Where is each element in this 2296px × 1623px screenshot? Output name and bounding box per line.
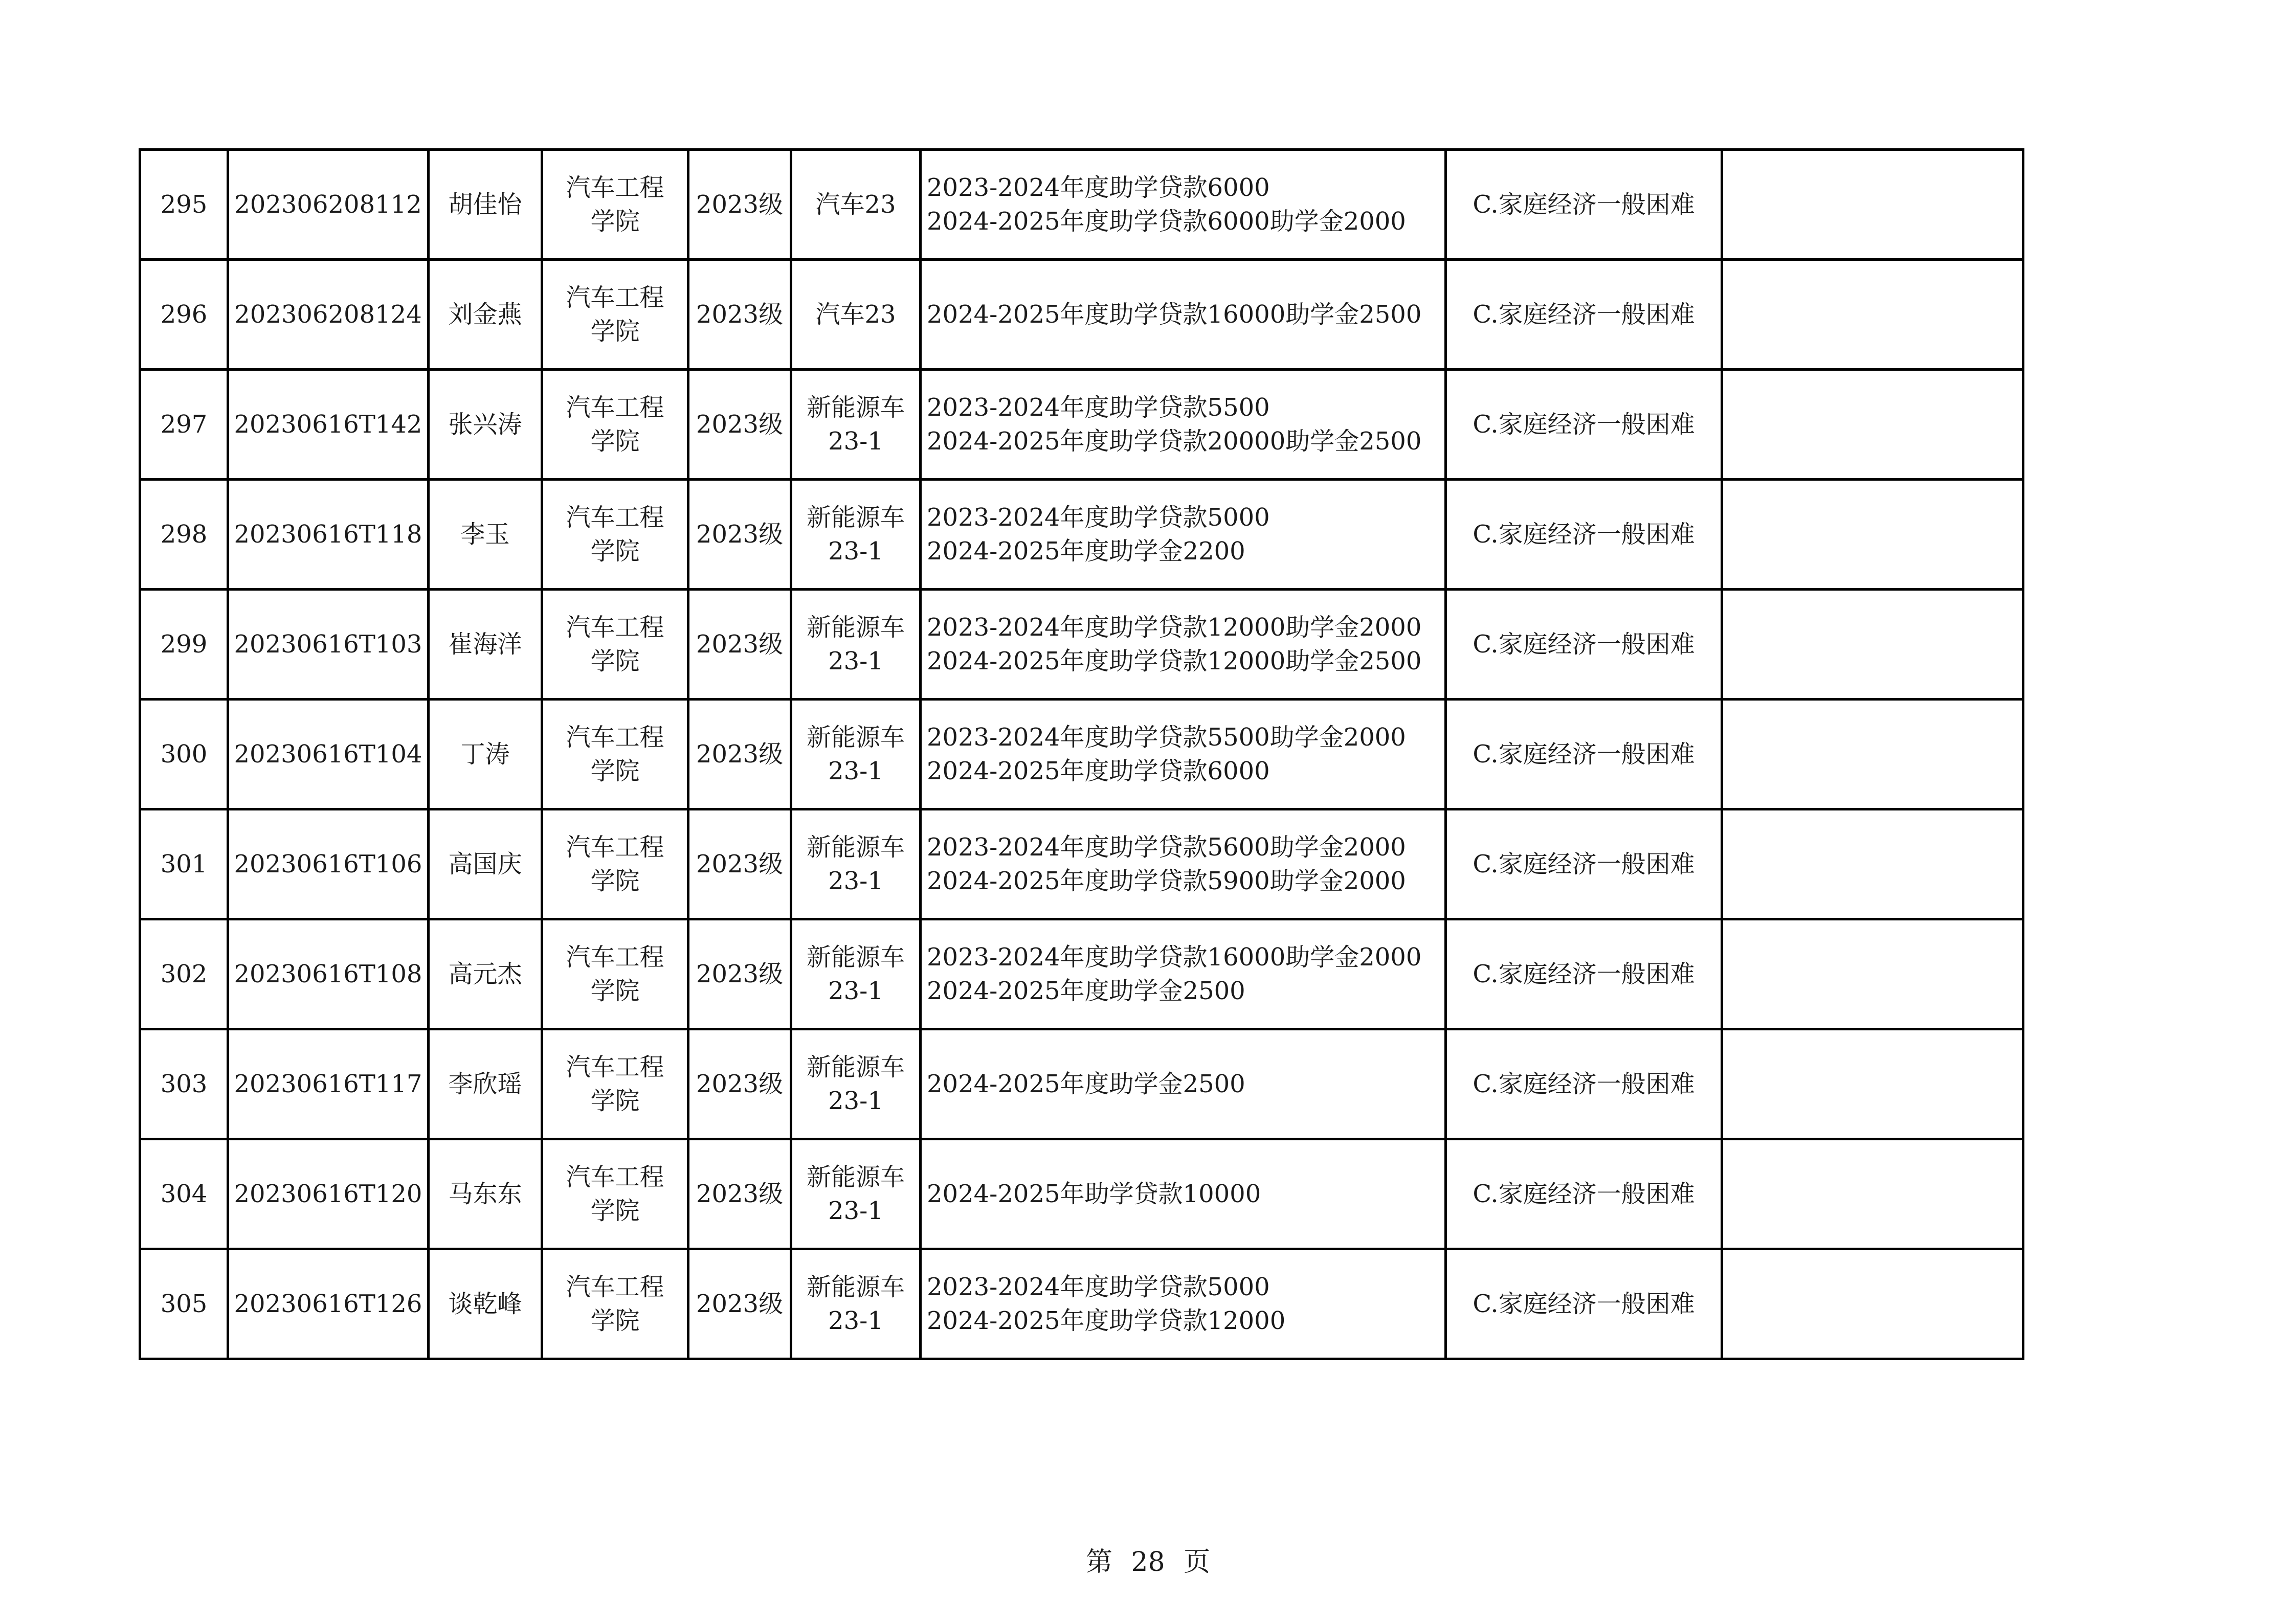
- cell-class-line: 23-1: [828, 977, 883, 1005]
- cell-grade: 2023级: [688, 590, 791, 700]
- cell-college-line: 汽车工程: [566, 613, 664, 642]
- cell-student-id: 202306208112: [228, 150, 429, 260]
- cell-class-line: 23-1: [828, 647, 883, 675]
- cell-college-line: 学院: [590, 427, 640, 456]
- cell-college-line: 学院: [590, 1087, 640, 1115]
- table-row: [140, 150, 2023, 260]
- cell-difficulty-level: C.家庭经济一般困难: [1446, 1139, 1722, 1249]
- cell-college: [542, 370, 688, 480]
- cell-aid-history-line: 2023-2024年度助学贷款5600助学金2000: [927, 833, 1406, 862]
- cell-aid-history-line: 2024-2025年度助学金2500: [927, 1070, 1245, 1098]
- cell-college: [542, 1029, 688, 1139]
- table-row: [140, 809, 2023, 919]
- table-row: [140, 1139, 2023, 1249]
- cell-aid-history-line: 2024-2025年度助学贷款6000: [927, 757, 1270, 785]
- cell-student-name: 李欣瑶: [429, 1029, 542, 1139]
- cell-aid-history-line: 2023-2024年度助学贷款5500助学金2000: [927, 723, 1406, 752]
- page-footer: [0, 1544, 2296, 1580]
- cell-class-line: 23-1: [828, 867, 883, 895]
- cell-aid-history-line: 2023-2024年度助学贷款5500: [927, 393, 1270, 422]
- cell-remarks: [1722, 370, 2023, 480]
- cell-class-line: 新能源车: [806, 1163, 905, 1191]
- cell-aid-history: [921, 1139, 1446, 1249]
- cell-serial-number: 298: [140, 480, 228, 590]
- cell-serial-number: 303: [140, 1029, 228, 1139]
- cell-college-line: 汽车工程: [566, 1053, 664, 1081]
- cell-student-id: 20230616T108: [228, 919, 429, 1029]
- cell-class-line: 新能源车: [806, 1053, 905, 1081]
- cell-college-line: 学院: [590, 757, 640, 785]
- cell-difficulty-level: C.家庭经济一般困难: [1446, 919, 1722, 1029]
- cell-college: [542, 700, 688, 809]
- cell-class: [791, 370, 921, 480]
- cell-student-name: 丁涛: [429, 700, 542, 809]
- cell-college-line: 汽车工程: [566, 723, 664, 752]
- cell-class: [791, 1029, 921, 1139]
- cell-difficulty-level: C.家庭经济一般困难: [1446, 1029, 1722, 1139]
- cell-college-line: 汽车工程: [566, 503, 664, 532]
- cell-student-id: 20230616T117: [228, 1029, 429, 1139]
- cell-college-line: 汽车工程: [566, 393, 664, 422]
- cell-student-id: 20230616T126: [228, 1249, 429, 1359]
- page-number: 28: [1131, 1547, 1165, 1577]
- cell-serial-number: 302: [140, 919, 228, 1029]
- cell-student-name: 谈乾峰: [429, 1249, 542, 1359]
- cell-aid-history: [921, 480, 1446, 590]
- cell-college-line: 学院: [590, 537, 640, 566]
- cell-difficulty-level: C.家庭经济一般困难: [1446, 1249, 1722, 1359]
- cell-grade: 2023级: [688, 1029, 791, 1139]
- cell-college: [542, 1139, 688, 1249]
- cell-serial-number: 299: [140, 590, 228, 700]
- cell-aid-history-line: 2023-2024年度助学贷款16000助学金2000: [927, 943, 1422, 972]
- cell-serial-number: 301: [140, 809, 228, 919]
- cell-student-id: 20230616T142: [228, 370, 429, 480]
- cell-grade: 2023级: [688, 700, 791, 809]
- cell-serial-number: 304: [140, 1139, 228, 1249]
- cell-aid-history-line: 2024-2025年度助学贷款6000助学金2000: [927, 207, 1406, 236]
- cell-class-line: 新能源车: [806, 723, 905, 752]
- cell-class: [791, 919, 921, 1029]
- cell-serial-number: 300: [140, 700, 228, 809]
- cell-difficulty-level: C.家庭经济一般困难: [1446, 809, 1722, 919]
- cell-aid-history: [921, 1029, 1446, 1139]
- cell-aid-history-line: 2024-2025年度助学贷款20000助学金2500: [927, 427, 1422, 456]
- cell-class-line: 23-1: [828, 1197, 883, 1225]
- cell-college-line: 学院: [590, 867, 640, 895]
- cell-aid-history: [921, 150, 1446, 260]
- cell-serial-number: 295: [140, 150, 228, 260]
- cell-serial-number: 296: [140, 260, 228, 370]
- cell-college: [542, 1249, 688, 1359]
- cell-difficulty-level: C.家庭经济一般困难: [1446, 370, 1722, 480]
- cell-remarks: [1722, 260, 2023, 370]
- table-row: [140, 919, 2023, 1029]
- cell-student-id: 20230616T120: [228, 1139, 429, 1249]
- cell-remarks: [1722, 150, 2023, 260]
- cell-difficulty-level: C.家庭经济一般困难: [1446, 480, 1722, 590]
- cell-remarks: [1722, 809, 2023, 919]
- cell-student-name: 马东东: [429, 1139, 542, 1249]
- cell-class-line: 新能源车: [806, 943, 905, 972]
- cell-student-name: 刘金燕: [429, 260, 542, 370]
- cell-college-line: 学院: [590, 207, 640, 236]
- cell-remarks: [1722, 700, 2023, 809]
- cell-class-line: 新能源车: [806, 613, 905, 642]
- cell-grade: 2023级: [688, 370, 791, 480]
- cell-student-name: 张兴涛: [429, 370, 542, 480]
- cell-aid-history: [921, 1249, 1446, 1359]
- cell-difficulty-level: C.家庭经济一般困难: [1446, 150, 1722, 260]
- cell-college: [542, 919, 688, 1029]
- cell-aid-history-line: 2024-2025年度助学金2200: [927, 537, 1245, 566]
- cell-college-line: 汽车工程: [566, 283, 664, 312]
- cell-student-id: 20230616T104: [228, 700, 429, 809]
- cell-grade: 2023级: [688, 150, 791, 260]
- cell-class: [791, 480, 921, 590]
- table-row: [140, 370, 2023, 480]
- cell-remarks: [1722, 1029, 2023, 1139]
- cell-aid-history: [921, 260, 1446, 370]
- cell-student-name: 高国庆: [429, 809, 542, 919]
- cell-serial-number: 297: [140, 370, 228, 480]
- cell-college: [542, 480, 688, 590]
- table-row: [140, 590, 2023, 700]
- cell-college-line: 汽车工程: [566, 1163, 664, 1191]
- cell-student-name: 李玉: [429, 480, 542, 590]
- cell-aid-history-line: 2024-2025年度助学贷款5900助学金2000: [927, 867, 1406, 895]
- cell-college: [542, 150, 688, 260]
- cell-aid-history-line: 2024-2025年助学贷款10000: [927, 1180, 1261, 1208]
- cell-class: [791, 809, 921, 919]
- cell-class: [791, 260, 921, 370]
- cell-college-line: 学院: [590, 317, 640, 346]
- cell-college-line: 汽车工程: [566, 833, 664, 862]
- cell-student-name: 胡佳怡: [429, 150, 542, 260]
- cell-class-line: 汽车23: [815, 300, 896, 329]
- cell-remarks: [1722, 1249, 2023, 1359]
- cell-aid-history: [921, 590, 1446, 700]
- cell-grade: 2023级: [688, 260, 791, 370]
- cell-college-line: 汽车工程: [566, 1273, 664, 1301]
- cell-class-line: 汽车23: [815, 190, 896, 219]
- cell-remarks: [1722, 480, 2023, 590]
- cell-remarks: [1722, 1139, 2023, 1249]
- cell-class-line: 新能源车: [806, 393, 905, 422]
- cell-college-line: 学院: [590, 977, 640, 1005]
- cell-student-name: 崔海洋: [429, 590, 542, 700]
- cell-college: [542, 590, 688, 700]
- cell-class: [791, 150, 921, 260]
- cell-college-line: 学院: [590, 1197, 640, 1225]
- cell-remarks: [1722, 590, 2023, 700]
- cell-difficulty-level: C.家庭经济一般困难: [1446, 260, 1722, 370]
- student-aid-table: [139, 148, 2024, 1360]
- cell-college: [542, 809, 688, 919]
- cell-difficulty-level: C.家庭经济一般困难: [1446, 700, 1722, 809]
- cell-aid-history: [921, 919, 1446, 1029]
- cell-class-line: 23-1: [828, 1306, 883, 1335]
- table-row: [140, 260, 2023, 370]
- page-suffix: 页: [1184, 1547, 1211, 1577]
- cell-class: [791, 1249, 921, 1359]
- cell-grade: 2023级: [688, 1139, 791, 1249]
- table-row: [140, 700, 2023, 809]
- cell-student-id: 20230616T118: [228, 480, 429, 590]
- cell-remarks: [1722, 919, 2023, 1029]
- cell-student-id: 20230616T103: [228, 590, 429, 700]
- cell-student-id: 202306208124: [228, 260, 429, 370]
- cell-class-line: 新能源车: [806, 1273, 905, 1301]
- cell-class: [791, 1139, 921, 1249]
- table-row: [140, 1249, 2023, 1359]
- cell-aid-history-line: 2024-2025年度助学贷款12000助学金2500: [927, 647, 1422, 675]
- cell-grade: 2023级: [688, 1249, 791, 1359]
- cell-student-id: 20230616T106: [228, 809, 429, 919]
- cell-college-line: 学院: [590, 647, 640, 675]
- cell-class-line: 23-1: [828, 427, 883, 456]
- cell-grade: 2023级: [688, 809, 791, 919]
- cell-class-line: 新能源车: [806, 503, 905, 532]
- cell-aid-history-line: 2023-2024年度助学贷款12000助学金2000: [927, 613, 1422, 642]
- cell-college-line: 汽车工程: [566, 943, 664, 972]
- cell-difficulty-level: C.家庭经济一般困难: [1446, 590, 1722, 700]
- cell-class-line: 23-1: [828, 1087, 883, 1115]
- cell-class-line: 23-1: [828, 757, 883, 785]
- cell-class: [791, 700, 921, 809]
- cell-aid-history-line: 2024-2025年度助学贷款12000: [927, 1306, 1286, 1335]
- cell-aid-history: [921, 700, 1446, 809]
- cell-aid-history: [921, 370, 1446, 480]
- cell-college: [542, 260, 688, 370]
- cell-grade: 2023级: [688, 480, 791, 590]
- cell-aid-history-line: 2024-2025年度助学金2500: [927, 977, 1245, 1005]
- cell-college-line: 学院: [590, 1306, 640, 1335]
- cell-aid-history-line: 2024-2025年度助学贷款16000助学金2500: [927, 300, 1422, 329]
- cell-class-line: 23-1: [828, 537, 883, 566]
- cell-aid-history-line: 2023-2024年度助学贷款5000: [927, 503, 1270, 532]
- cell-grade: 2023级: [688, 919, 791, 1029]
- page-prefix: 第: [1085, 1547, 1112, 1577]
- table-row: [140, 480, 2023, 590]
- cell-class: [791, 590, 921, 700]
- cell-aid-history: [921, 809, 1446, 919]
- cell-student-name: 高元杰: [429, 919, 542, 1029]
- cell-aid-history-line: 2023-2024年度助学贷款5000: [927, 1273, 1270, 1301]
- cell-class-line: 新能源车: [806, 833, 905, 862]
- table-body: [140, 150, 2023, 1359]
- table-row: [140, 1029, 2023, 1139]
- cell-college-line: 汽车工程: [566, 173, 664, 202]
- cell-aid-history-line: 2023-2024年度助学贷款6000: [927, 173, 1270, 202]
- cell-serial-number: 305: [140, 1249, 228, 1359]
